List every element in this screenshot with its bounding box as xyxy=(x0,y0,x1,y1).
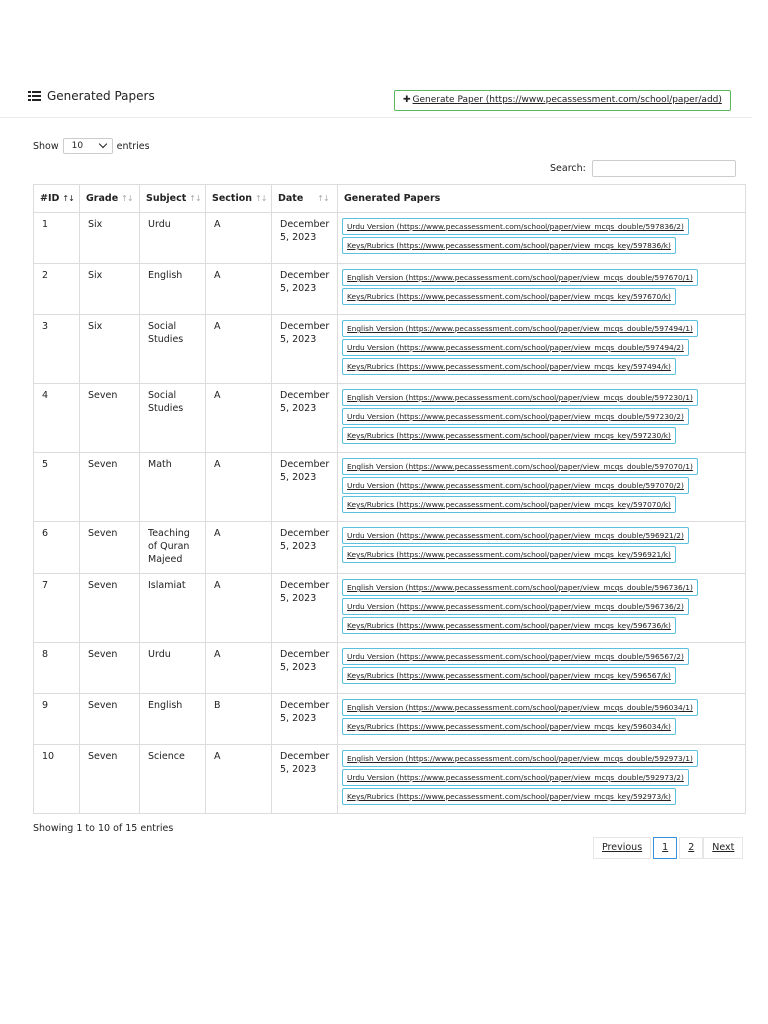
page-title-text: Generated Papers xyxy=(47,89,155,103)
row-section: A xyxy=(206,453,272,522)
paper-link-button[interactable]: Urdu Version (https://www.pecassessment.com/school/paper/view_mcqs_double/596921/2) xyxy=(342,527,689,544)
row-subject: Social Studies xyxy=(140,384,206,453)
row-subject: English xyxy=(140,694,206,745)
row-date: December 5, 2023 xyxy=(272,384,338,453)
row-generated-papers xyxy=(338,574,746,643)
sort-icon: ↑↓ xyxy=(121,194,133,203)
table-header-row xyxy=(34,185,746,213)
row-id: 10 xyxy=(34,745,80,814)
row-subject: Science xyxy=(140,745,206,814)
row-section: A xyxy=(206,574,272,643)
column-header-id[interactable]: #ID ↑↓ xyxy=(34,185,80,213)
row-generated-papers xyxy=(338,643,746,694)
row-generated-papers xyxy=(338,522,746,574)
paper-link-button[interactable]: Keys/Rubrics (https://www.pecassessment.com/school/paper/view_mcqs_key/597070/k) xyxy=(342,496,676,513)
row-date: December 5, 2023 xyxy=(272,453,338,522)
row-grade: Six xyxy=(80,213,140,264)
table-row xyxy=(34,315,746,384)
row-date: December 5, 2023 xyxy=(272,315,338,384)
paper-link-button[interactable]: Urdu Version (https://www.pecassessment.com/school/paper/view_mcqs_double/592973/2) xyxy=(342,769,689,786)
entries-select[interactable] xyxy=(63,138,113,154)
table-row xyxy=(34,694,746,745)
row-id: 8 xyxy=(34,643,80,694)
row-date: December 5, 2023 xyxy=(272,694,338,745)
row-id: 9 xyxy=(34,694,80,745)
pagination-page-1[interactable]: 1 xyxy=(653,837,677,859)
pagination-next[interactable]: Next xyxy=(703,837,743,859)
row-date: December 5, 2023 xyxy=(272,574,338,643)
row-section: A xyxy=(206,213,272,264)
table-body xyxy=(34,213,746,814)
row-grade: Seven xyxy=(80,745,140,814)
paper-link-button[interactable]: Keys/Rubrics (https://www.pecassessment.com/school/paper/view_mcqs_key/597836/k) xyxy=(342,237,676,254)
search-label: Search: xyxy=(550,163,586,174)
column-header-section[interactable]: Section ↑↓ xyxy=(206,185,272,213)
row-generated-papers xyxy=(338,213,746,264)
row-subject: Urdu xyxy=(140,213,206,264)
row-date: December 5, 2023 xyxy=(272,213,338,264)
table-row xyxy=(34,745,746,814)
paper-link-button[interactable]: Keys/Rubrics (https://www.pecassessment.com/school/paper/view_mcqs_key/597494/k) xyxy=(342,358,676,375)
page-header xyxy=(0,80,752,118)
column-header-generated-papers: Generated Papers xyxy=(338,185,746,213)
row-generated-papers xyxy=(338,384,746,453)
table-row xyxy=(34,522,746,574)
row-subject: Islamiat xyxy=(140,574,206,643)
sort-icon: ↑↓ xyxy=(255,194,267,203)
paper-link-button[interactable]: Urdu Version (https://www.pecassessment.com/school/paper/view_mcqs_double/597494/2) xyxy=(342,339,689,356)
paper-link-button[interactable]: English Version (https://www.pecassessment.com/school/paper/view_mcqs_double/596034/1) xyxy=(342,699,698,716)
row-grade: Seven xyxy=(80,694,140,745)
paper-link-button[interactable]: English Version (https://www.pecassessment.com/school/paper/view_mcqs_double/597670/1) xyxy=(342,269,698,286)
pagination-page-2[interactable]: 2 xyxy=(679,837,703,859)
row-section: A xyxy=(206,264,272,315)
pagination xyxy=(593,837,743,859)
entries-select-value: 10 xyxy=(71,141,84,151)
paper-link-button[interactable]: Urdu Version (https://www.pecassessment.com/school/paper/view_mcqs_double/597230/2) xyxy=(342,408,689,425)
row-date: December 5, 2023 xyxy=(272,522,338,574)
list-icon xyxy=(28,91,41,101)
table-row xyxy=(34,264,746,315)
row-subject: Social Studies xyxy=(140,315,206,384)
row-grade: Seven xyxy=(80,453,140,522)
paper-link-button[interactable]: English Version (https://www.pecassessment.com/school/paper/view_mcqs_double/597230/1) xyxy=(342,389,698,406)
chevron-down-icon xyxy=(98,140,106,148)
search-input[interactable] xyxy=(592,160,736,177)
papers-table xyxy=(33,184,746,814)
show-label: Show xyxy=(33,140,59,152)
row-id: 4 xyxy=(34,384,80,453)
paper-link-button[interactable]: Urdu Version (https://www.pecassessment.com/school/paper/view_mcqs_double/597070/2) xyxy=(342,477,689,494)
row-subject: Urdu xyxy=(140,643,206,694)
row-id: 5 xyxy=(34,453,80,522)
row-id: 7 xyxy=(34,574,80,643)
paper-link-button[interactable]: English Version (https://www.pecassessment.com/school/paper/view_mcqs_double/597070/1) xyxy=(342,458,698,475)
paper-link-button[interactable]: Keys/Rubrics (https://www.pecassessment.com/school/paper/view_mcqs_key/597670/k) xyxy=(342,288,676,305)
row-grade: Six xyxy=(80,315,140,384)
row-section: A xyxy=(206,745,272,814)
table-row xyxy=(34,213,746,264)
paper-link-button[interactable]: Keys/Rubrics (https://www.pecassessment.com/school/paper/view_mcqs_key/597230/k) xyxy=(342,427,676,444)
row-date: December 5, 2023 xyxy=(272,643,338,694)
row-section: B xyxy=(206,694,272,745)
row-grade: Six xyxy=(80,264,140,315)
page-title xyxy=(28,89,155,103)
row-grade: Seven xyxy=(80,384,140,453)
paper-link-button[interactable]: English Version (https://www.pecassessment.com/school/paper/view_mcqs_double/597494/1) xyxy=(342,320,698,337)
table-row xyxy=(34,453,746,522)
column-header-subject[interactable]: Subject ↑↓ xyxy=(140,185,206,213)
paper-link-button[interactable]: English Version (https://www.pecassessment.com/school/paper/view_mcqs_double/592973/1) xyxy=(342,750,698,767)
row-generated-papers xyxy=(338,315,746,384)
row-generated-papers xyxy=(338,694,746,745)
column-header-grade[interactable]: Grade ↑↓ xyxy=(80,185,140,213)
paper-link-button[interactable]: Keys/Rubrics (https://www.pecassessment.com/school/paper/view_mcqs_key/596567/k) xyxy=(342,667,676,684)
table-row xyxy=(34,384,746,453)
table-row xyxy=(34,643,746,694)
pagination-previous[interactable]: Previous xyxy=(593,837,651,859)
row-generated-papers xyxy=(338,745,746,814)
row-generated-papers xyxy=(338,453,746,522)
row-subject: English xyxy=(140,264,206,315)
row-id: 1 xyxy=(34,213,80,264)
paper-link-button[interactable]: Urdu Version (https://www.pecassessment.com/school/paper/view_mcqs_double/597836/2) xyxy=(342,218,689,235)
row-id: 6 xyxy=(34,522,80,574)
row-section: A xyxy=(206,384,272,453)
row-generated-papers xyxy=(338,264,746,315)
generate-paper-label: Generate Paper (https://www.pecassessment.com/school/paper/add) xyxy=(412,95,722,105)
row-section: A xyxy=(206,315,272,384)
sort-icon: ↑↓ xyxy=(62,194,74,203)
row-date: December 5, 2023 xyxy=(272,264,338,315)
table-row xyxy=(34,574,746,643)
row-id: 2 xyxy=(34,264,80,315)
table-info: Showing 1 to 10 of 15 entries xyxy=(33,823,174,834)
search-control xyxy=(550,160,736,177)
row-grade: Seven xyxy=(80,574,140,643)
paper-link-button[interactable]: Keys/Rubrics (https://www.pecassessment.com/school/paper/view_mcqs_key/592973/k) xyxy=(342,788,676,805)
row-grade: Seven xyxy=(80,643,140,694)
row-subject: Math xyxy=(140,453,206,522)
paper-link-button[interactable]: English Version (https://www.pecassessment.com/school/paper/view_mcqs_double/596736/1) xyxy=(342,579,698,596)
paper-link-button[interactable]: Urdu Version (https://www.pecassessment.com/school/paper/view_mcqs_double/596736/2) xyxy=(342,598,689,615)
paper-link-button[interactable]: Keys/Rubrics (https://www.pecassessment.com/school/paper/view_mcqs_key/596034/k) xyxy=(342,718,676,735)
row-id: 3 xyxy=(34,315,80,384)
paper-link-button[interactable]: Keys/Rubrics (https://www.pecassessment.com/school/paper/view_mcqs_key/596921/k) xyxy=(342,546,676,563)
row-section: A xyxy=(206,522,272,574)
generate-paper-button[interactable] xyxy=(394,90,731,111)
row-date: December 5, 2023 xyxy=(272,745,338,814)
sort-icon: ↑↓ xyxy=(189,194,201,203)
row-grade: Seven xyxy=(80,522,140,574)
plus-icon: ✚ xyxy=(403,95,411,105)
paper-link-button[interactable]: Keys/Rubrics (https://www.pecassessment.com/school/paper/view_mcqs_key/596736/k) xyxy=(342,617,676,634)
entries-length-control xyxy=(33,138,150,154)
paper-link-button[interactable]: Urdu Version (https://www.pecassessment.com/school/paper/view_mcqs_double/596567/2) xyxy=(342,648,689,665)
column-header-date[interactable]: Date ↑↓ xyxy=(272,185,338,213)
row-section: A xyxy=(206,643,272,694)
entries-label: entries xyxy=(116,140,150,152)
sort-icon: ↑↓ xyxy=(317,194,329,203)
row-subject: Teaching of Quran Majeed xyxy=(140,522,206,574)
